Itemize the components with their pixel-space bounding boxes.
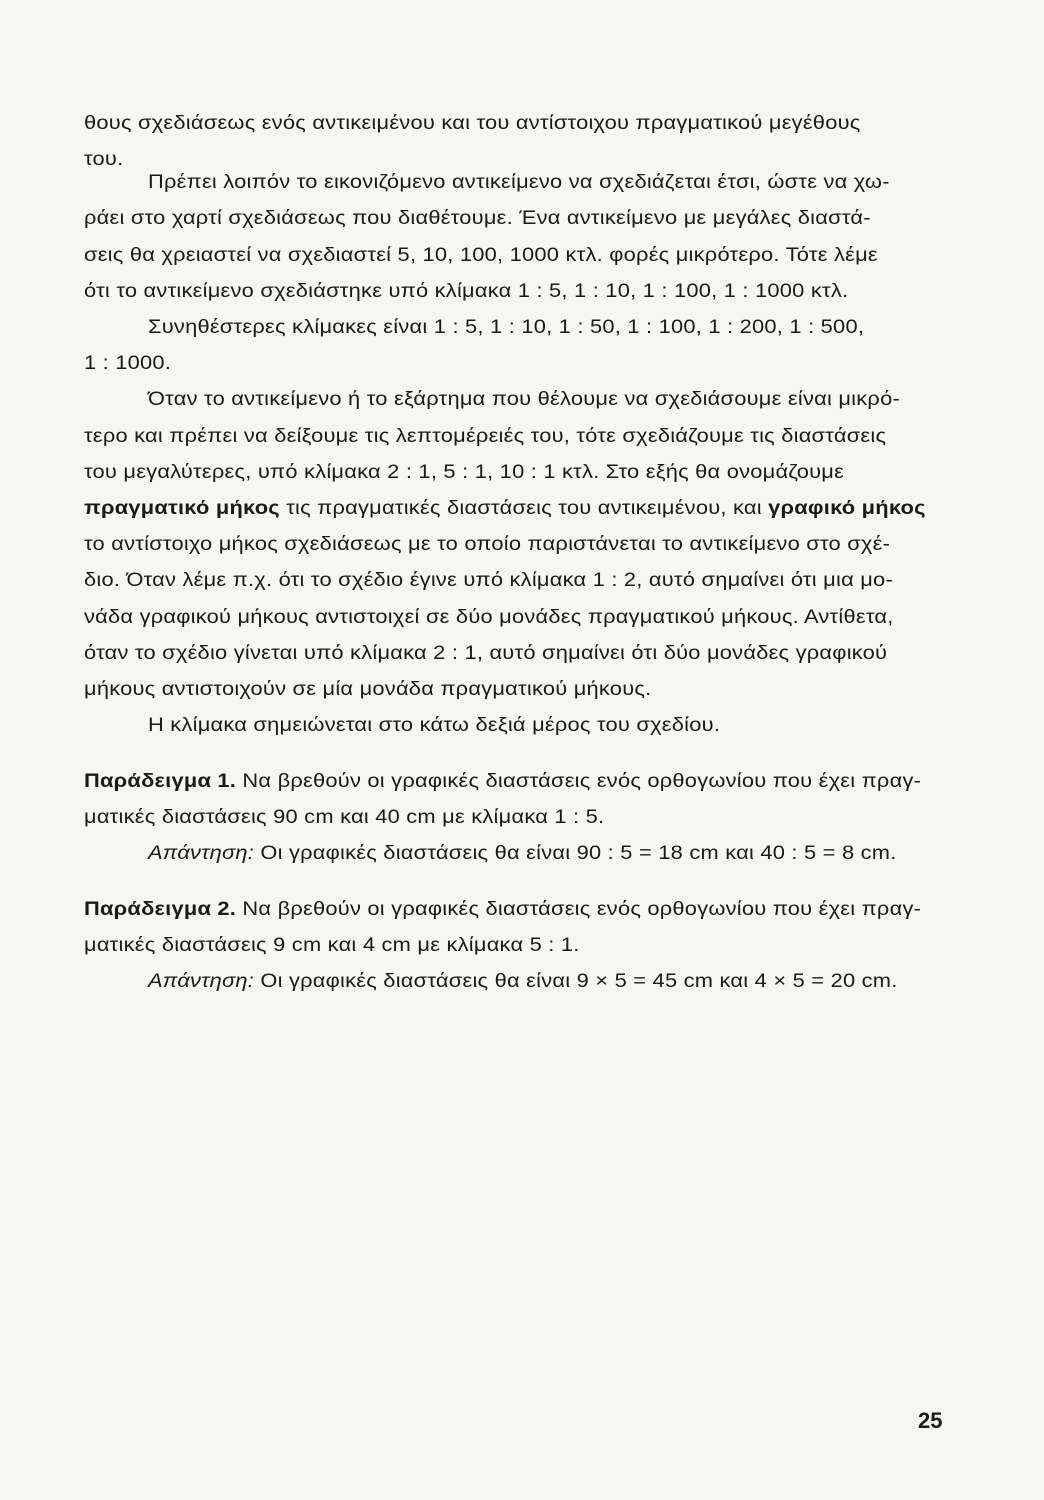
text-line: [84, 934, 580, 958]
text-line: [148, 714, 720, 738]
text-run: Η κλίμακα σημειώνεται στο κάτω δεξιά μέρος του σχεδίου.: [148, 715, 721, 736]
text-run: ματικές διαστάσεις 9 cm και 4 cm με κλίμακα 5 : 1.: [84, 935, 580, 956]
text-run: Να βρεθούν οι γραφικές διαστάσεις ενός ορθογωνίου που έχει πραγ-: [236, 899, 922, 920]
text-line: [148, 970, 898, 994]
text-run: τερο και πρέπει να δείξουμε τις λεπτομέρειές του, τότε σχεδιάζουμε τις διαστάσεις: [84, 426, 887, 447]
text-run: 1 : 1000.: [84, 353, 172, 374]
text-line: [84, 533, 890, 557]
text-run: Όταν το αντικείμενο ή το εξάρτημα που θέλουμε να σχεδιάσουμε είναι μικρό-: [148, 389, 900, 410]
text-line: [84, 207, 871, 231]
text-line: [148, 388, 900, 412]
text-run: ράει στο χαρτί σχεδιάσεως που διαθέτουμε. Ένα αντικείμενο με μεγάλες διαστά-: [84, 208, 871, 229]
text-run: Οι γραφικές διαστάσεις θα είναι 9 × 5 = 45 cm και 4 × 5 = 20 cm.: [254, 971, 898, 992]
bold-term: Παράδειγμα 2.: [84, 899, 237, 920]
text-run: θους σχεδιάσεως ενός αντικειμένου και του αντίστοιχου πραγματικού μεγέθους: [84, 113, 861, 134]
text-line: [84, 352, 171, 376]
text-line: [84, 606, 894, 630]
text-line: [84, 425, 886, 449]
text-run: Οι γραφικές διαστάσεις θα είναι 90 : 5 = 18 cm και 40 : 5 = 8 cm.: [254, 843, 897, 864]
text-run: ότι το αντικείμενο σχεδιάστηκε υπό κλίμακα 1 : 5, 1 : 10, 1 : 100, 1 : 1000 κτλ.: [84, 281, 849, 302]
text-line: [148, 171, 890, 195]
text-line: [84, 898, 921, 922]
text-run: του.: [84, 149, 124, 170]
text-line: [84, 497, 926, 521]
text-run: όταν το σχέδιο γίνεται υπό κλίμακα 2 : 1, αυτό σημαίνει ότι δύο μονάδες γραφικού: [84, 643, 888, 664]
text-run: Πρέπει λοιπόν το εικονιζόμενο αντικείμενο να σχεδιάζεται έτσι, ώστε να χω-: [148, 172, 890, 193]
text-line: [148, 842, 897, 866]
text-line: [84, 461, 844, 485]
text-line: [84, 678, 651, 702]
text-line: [84, 806, 604, 830]
text-line: [148, 316, 864, 340]
text-run: διο. Όταν λέμε π.χ. ότι το σχέδιο έγινε υπό κλίμακα 1 : 2, αυτό σημαίνει ότι μια μο-: [84, 570, 893, 591]
italic-label: Απάντηση:: [148, 843, 255, 864]
text-run: Να βρεθούν οι γραφικές διαστάσεις ενός ορθογωνίου που έχει πραγ-: [236, 771, 922, 792]
italic-label: Απάντηση:: [148, 971, 255, 992]
text-run: μήκους αντιστοιχούν σε μία μονάδα πραγματικού μήκους.: [84, 679, 652, 700]
text-run: το αντίστοιχο μήκος σχεδιάσεως με το οποίο παριστάνεται το αντικείμενο στο σχέ-: [84, 534, 891, 555]
text-run: Συνηθέστερες κλίμακες είναι 1 : 5, 1 : 10, 1 : 50, 1 : 100, 1 : 200, 1 : 500,: [148, 317, 865, 338]
text-run: σεις θα χρειαστεί να σχεδιαστεί 5, 10, 100, 1000 κτλ. φορές μικρότερο. Τότε λέμε: [84, 245, 878, 266]
text-run: τις πραγματικές διαστάσεις του αντικειμένου, και: [279, 498, 769, 519]
text-line: [84, 280, 848, 304]
text-line: [84, 112, 861, 136]
text-line: [84, 642, 887, 666]
text-line: [84, 244, 878, 268]
text-run: ματικές διαστάσεις 90 cm και 40 cm με κλίμακα 1 : 5.: [84, 807, 605, 828]
text-run: νάδα γραφικού μήκους αντιστοιχεί σε δύο μονάδες πραγματικού μήκους. Αντίθετα,: [84, 607, 894, 628]
text-run: του μεγαλύτερες, υπό κλίμακα 2 : 1, 5 : 1, 10 : 1 κτλ. Στο εξής θα ονομάζουμε: [84, 462, 845, 483]
bold-term: πραγματικό μήκος: [84, 498, 280, 519]
text-line: [84, 569, 893, 593]
bold-term: γραφικό μήκος: [768, 498, 926, 519]
text-line: [84, 770, 921, 794]
bold-term: Παράδειγμα 1.: [84, 771, 237, 792]
page-number: 25: [918, 1408, 943, 1433]
text-line: [84, 148, 123, 172]
